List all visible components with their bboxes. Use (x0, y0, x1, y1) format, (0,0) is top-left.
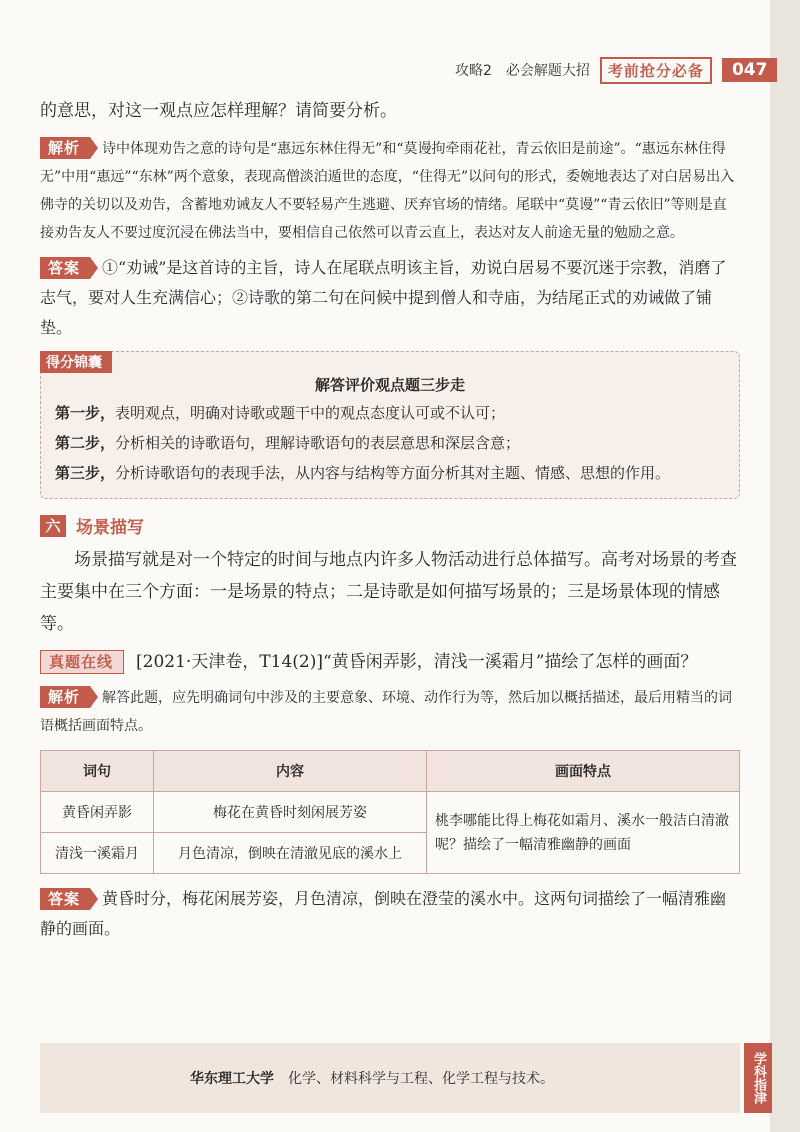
answer-2-tag: 答案 (40, 888, 90, 910)
tip-box (40, 351, 740, 499)
footer-university: 华东理工大学 (190, 1071, 274, 1087)
table-header: 内容 (154, 751, 427, 792)
table-cell-content: 月色清凉，倒映在清澈见底的溪水上 (154, 833, 427, 874)
table-header-row (41, 751, 740, 792)
step-2-head: 第二步， (55, 434, 116, 452)
analysis-1-text: 诗中体现劝告之意的诗句是“惠远东林住得无”和“莫谩拘牵雨花社，青云依旧是前途”。“惠远东林住得无”中用“惠远”“东林”两个意象，表现高僧淡泊遁世的态度，“住得无”以问句的形式，委婉地表达了对白居易出入佛寺的关切以及劝告，含蓄地劝诫友人不要轻易产生逃避、厌弃官场的情绪。尾联中“莫谩”“青云依旧”等则是直接劝告友人不要过度沉浸在佛法当中，要相信自己依然可以青云直上，表达对友人前途无量的勉励之意。 (40, 141, 735, 241)
main-content (40, 95, 740, 944)
header-brand: 考前抢分必备 (600, 57, 712, 84)
page-edge (770, 0, 800, 1132)
step-2-body: 分析相关的诗歌语句，理解诗歌语句的表层意思和深层含意； (115, 434, 521, 452)
analysis-tag: 解析 (40, 137, 90, 159)
intro-line: 的意思，对这一观点应怎样理解？请简要分析。 (40, 101, 397, 121)
question-tag: 真题在线 (40, 650, 124, 674)
question-2-text: [2021·天津卷，T14(2)]“黄昏闲弄影，清浅一溪霜月”描绘了怎样的画面？ (136, 652, 698, 672)
page-header (455, 55, 777, 85)
step-3-head: 第三步， (55, 464, 116, 482)
table-cell-phrase: 黄昏闲弄影 (41, 792, 154, 833)
footer-tab: 学科指津 (744, 1043, 772, 1113)
table-row (41, 792, 740, 833)
answer-2 (40, 884, 740, 944)
step-3 (55, 458, 725, 488)
page-number: 047 (722, 58, 778, 82)
footer (40, 1043, 766, 1113)
step-1 (55, 398, 725, 428)
step-3-body: 分析诗歌语句的表现手法，从内容与结构等方面分析其对主题、情感、思想的作用。 (115, 464, 671, 482)
header-section: 攻略2 必会解题大招 (455, 63, 590, 79)
answer-2-text: 黄昏时分，梅花闲展芳姿，月色清凉，倒映在澄莹的溪水中。这两句词描绘了一幅清雅幽静的画面。 (40, 889, 727, 938)
table-cell-feature: 桃李哪能比得上梅花如霜月、溪水一般洁白清澈呢？描绘了一幅清雅幽静的画面 (427, 792, 740, 874)
step-2 (55, 428, 725, 458)
section-number: 六 (40, 515, 66, 537)
table-header: 词句 (41, 751, 154, 792)
analysis-table (40, 750, 740, 874)
section-title: 场景描写 (76, 518, 144, 538)
analysis-2 (40, 684, 740, 740)
step-1-head: 第一步， (55, 404, 116, 422)
table-cell-content: 梅花在黄昏时刻闲展芳姿 (154, 792, 427, 833)
answer-1 (40, 253, 740, 343)
section-heading (40, 513, 740, 538)
table-cell-phrase: 清浅一溪霜月 (41, 833, 154, 874)
tip-box-title: 解答评价观点题三步走 (314, 376, 465, 394)
tip-box-label: 得分锦囊 (40, 351, 112, 373)
step-1-body: 表明观点，明确对诗歌或题干中的观点态度认可或不认可； (115, 404, 506, 422)
question-2 (40, 646, 740, 678)
analysis-2-text: 解答此题，应先明确词句中涉及的主要意象、环境、动作行为等，然后加以概括描述，最后用精当的词语概括画面特点。 (40, 690, 733, 734)
section-intro: 场景描写就是对一个特定的时间与地点内许多人物活动进行总体描写。高考对场景的考查主要集中在三个方面：一是场景的特点；二是诗歌是如何描写场景的；三是场景体现的情感等。 (40, 550, 737, 634)
analysis-2-tag: 解析 (40, 686, 90, 708)
table-header: 画面特点 (427, 751, 740, 792)
footer-majors: 化学、材料科学与工程、化学工程与技术。 (288, 1071, 554, 1087)
analysis-1 (40, 135, 740, 247)
answer-tag: 答案 (40, 257, 90, 279)
answer-1-text: ①“劝诫”是这首诗的主旨，诗人在尾联点明该主旨，劝说白居易不要沉迷于宗教，消磨了志气，要对人生充满信心；②诗歌的第二句在问候中提到僧人和寺庙，为结尾正式的劝诫做了铺垫。 (40, 258, 727, 337)
